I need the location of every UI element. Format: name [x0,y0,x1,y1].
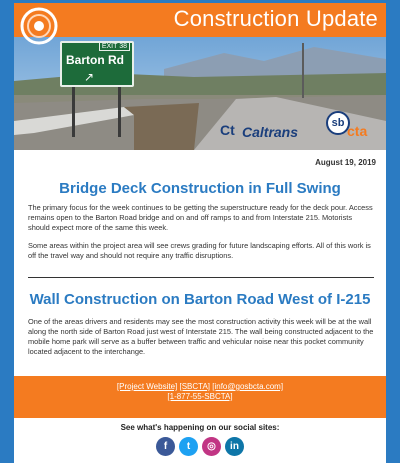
phone-link[interactable]: [1-877-55-SBCTA] [167,392,233,401]
social-icons-row [14,437,386,457]
twitter-icon[interactable]: t [179,437,198,456]
footer-links [14,382,386,392]
sign-arrow-icon: ↗ [84,70,95,84]
footer-phone-row [14,392,386,402]
caltrans-logo-text: Caltrans [242,124,299,140]
issue-date: August 19, 2019 [315,158,376,167]
sign-road-label: Barton Rd [66,53,124,67]
sign-exit-label: EXIT 38 [99,42,130,51]
section-heading-bridge-deck: Bridge Deck Construction in Full Swing [59,180,341,197]
newsletter-page [14,3,386,463]
section-paragraph: One of the areas drivers and residents may see the most construction activity this week will be at the wall along the north side of Barton Road just west of Interstate 215. The wall being constructed adjacent to the mobile home park will serve as a buffer between traffic and vehicular noise near this pocket community located adjacent to the interchange. [28,317,374,356]
sbcta-link[interactable]: [SBCTA] [179,382,211,391]
project-logo-icon [20,7,58,45]
email-link[interactable]: [info@gosbcta.com] [212,382,284,391]
social-heading: See what's happening on our social sites: [120,423,280,432]
page-title: Construction Update [173,6,378,31]
section-paragraph: The primary focus for the week continues to be getting the superstructure ready for the deck pour. Access remains open to the Barton Road bridge and on and off ramps to and from Interstate 215. Motorists should expect more of the same this week. [28,203,373,232]
facebook-icon[interactable]: f [156,437,175,456]
caltrans-logo-icon: Ct [220,122,235,138]
linkedin-icon[interactable]: in [225,437,244,456]
header-banner [14,3,386,150]
instagram-icon[interactable]: ◎ [202,437,221,456]
footer-links-band [14,376,386,418]
sbcta-logo-text: cta [347,123,368,139]
project-website-link[interactable]: [Project Website] [116,382,178,391]
sbcta-logo-icon: sb [326,111,350,135]
section-divider [28,277,374,278]
section-paragraph: Some areas within the project area will see crews grading for future landscaping efforts. All of this work is off the travel way and should not require any traffic disruptions. [28,241,371,260]
highway-sign [60,41,134,87]
section-heading-wall-construction: Wall Construction on Barton Road West of I-215 [29,291,371,308]
